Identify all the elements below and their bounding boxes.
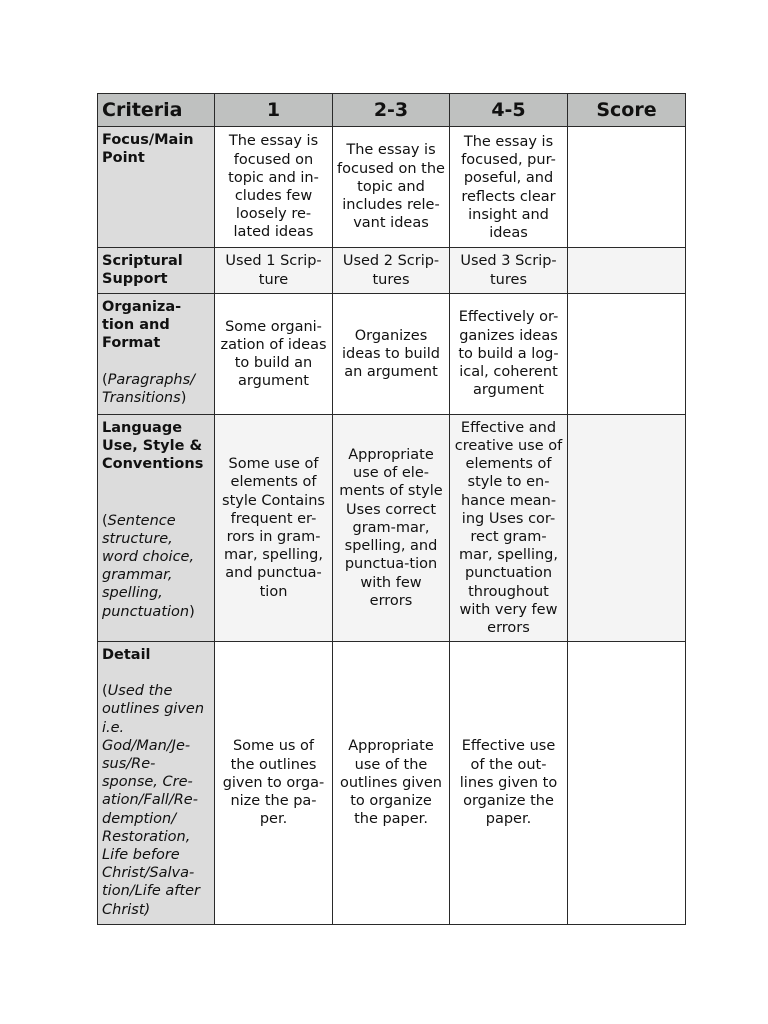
criterion-cell bbox=[98, 415, 215, 642]
header-level-2-3: 2-3 bbox=[333, 94, 450, 127]
header-score: Score bbox=[568, 94, 686, 127]
level-1-cell: Used 1 Scrip-ture bbox=[215, 248, 333, 294]
level-1-cell: The essay is focused on topic and in-cludes few loosely re-lated ideas bbox=[215, 127, 333, 248]
criterion-cell bbox=[98, 248, 215, 294]
note-text: Used the outlines given i.e. God/Man/Je-sus/Re-sponse, Cre-ation/Fall/Re-demption/ Restoration, Life before Christ/Salva-tion/Life after Christ) bbox=[102, 683, 205, 918]
rubric-table bbox=[97, 93, 686, 925]
criterion-cell bbox=[98, 127, 215, 248]
note-text: Paragraphs/ Transitions bbox=[102, 371, 196, 406]
level-4-5-cell: The essay is focused, pur-poseful, and reflects clear insight and ideas bbox=[450, 127, 568, 248]
note-open: ( bbox=[102, 371, 108, 388]
level-4-5-cell: Effectively or-ganizes ideas to build a log-ical, coherent argument bbox=[450, 294, 568, 415]
note-open: ( bbox=[102, 512, 108, 529]
header-level-1: 1 bbox=[215, 94, 333, 127]
note-text: Sentence structure, word choice, grammar, spelling, punctuation bbox=[102, 512, 195, 620]
table-row bbox=[98, 642, 686, 925]
criterion-note bbox=[102, 682, 210, 919]
header-criteria: Criteria bbox=[98, 94, 215, 127]
level-1-cell: Some organi-zation of ideas to build an argument bbox=[215, 294, 333, 415]
note-open: ( bbox=[102, 683, 108, 700]
score-cell[interactable] bbox=[568, 248, 686, 294]
criterion-name: Scriptural Support bbox=[102, 253, 183, 288]
criterion-name: Organiza-tion and Format bbox=[102, 299, 182, 352]
header-level-4-5: 4-5 bbox=[450, 94, 568, 127]
score-cell[interactable] bbox=[568, 127, 686, 248]
level-2-3-cell: Appropriate use of the outlines given to organize the paper. bbox=[333, 642, 450, 925]
table-row bbox=[98, 294, 686, 415]
level-2-3-cell: Organizes ideas to build an argument bbox=[333, 294, 450, 415]
level-1-cell: Some us of the outlines given to orga-nize the pa-per. bbox=[215, 642, 333, 925]
level-2-3-cell: Appropriate use of ele-ments of style Uses correct gram-mar, spelling, and punctua-tion with few errors bbox=[333, 415, 450, 642]
criterion-note bbox=[102, 512, 210, 621]
table-row bbox=[98, 415, 686, 642]
header-row bbox=[98, 94, 686, 127]
criterion-cell bbox=[98, 642, 215, 925]
score-cell[interactable] bbox=[568, 642, 686, 925]
criterion-cell bbox=[98, 294, 215, 415]
level-2-3-cell: Used 2 Scrip-tures bbox=[333, 248, 450, 294]
level-1-cell: Some use of elements of style Contains frequent er-rors in gram-mar, spelling, and punctua-tion bbox=[215, 415, 333, 642]
criterion-name: Focus/Main Point bbox=[102, 132, 194, 167]
table-row bbox=[98, 248, 686, 294]
score-cell[interactable] bbox=[568, 294, 686, 415]
table-row bbox=[98, 127, 686, 248]
note-close: ) bbox=[189, 603, 195, 620]
level-2-3-cell: The essay is focused on the topic and includes rele-vant ideas bbox=[333, 127, 450, 248]
level-4-5-cell: Effective and creative use of elements of style to en-hance mean-ing Uses cor-rect gram-mar, spelling, punctuation throughout with very few errors bbox=[450, 415, 568, 642]
note-close: ) bbox=[180, 389, 187, 406]
level-4-5-cell: Used 3 Scrip-tures bbox=[450, 248, 568, 294]
score-cell[interactable] bbox=[568, 415, 686, 642]
level-4-5-cell: Effective use of the out-lines given to organize the paper. bbox=[450, 642, 568, 925]
criterion-name: Language Use, Style & Conventions bbox=[102, 420, 204, 473]
criterion-name: Detail bbox=[102, 647, 151, 663]
criterion-note bbox=[102, 371, 210, 407]
